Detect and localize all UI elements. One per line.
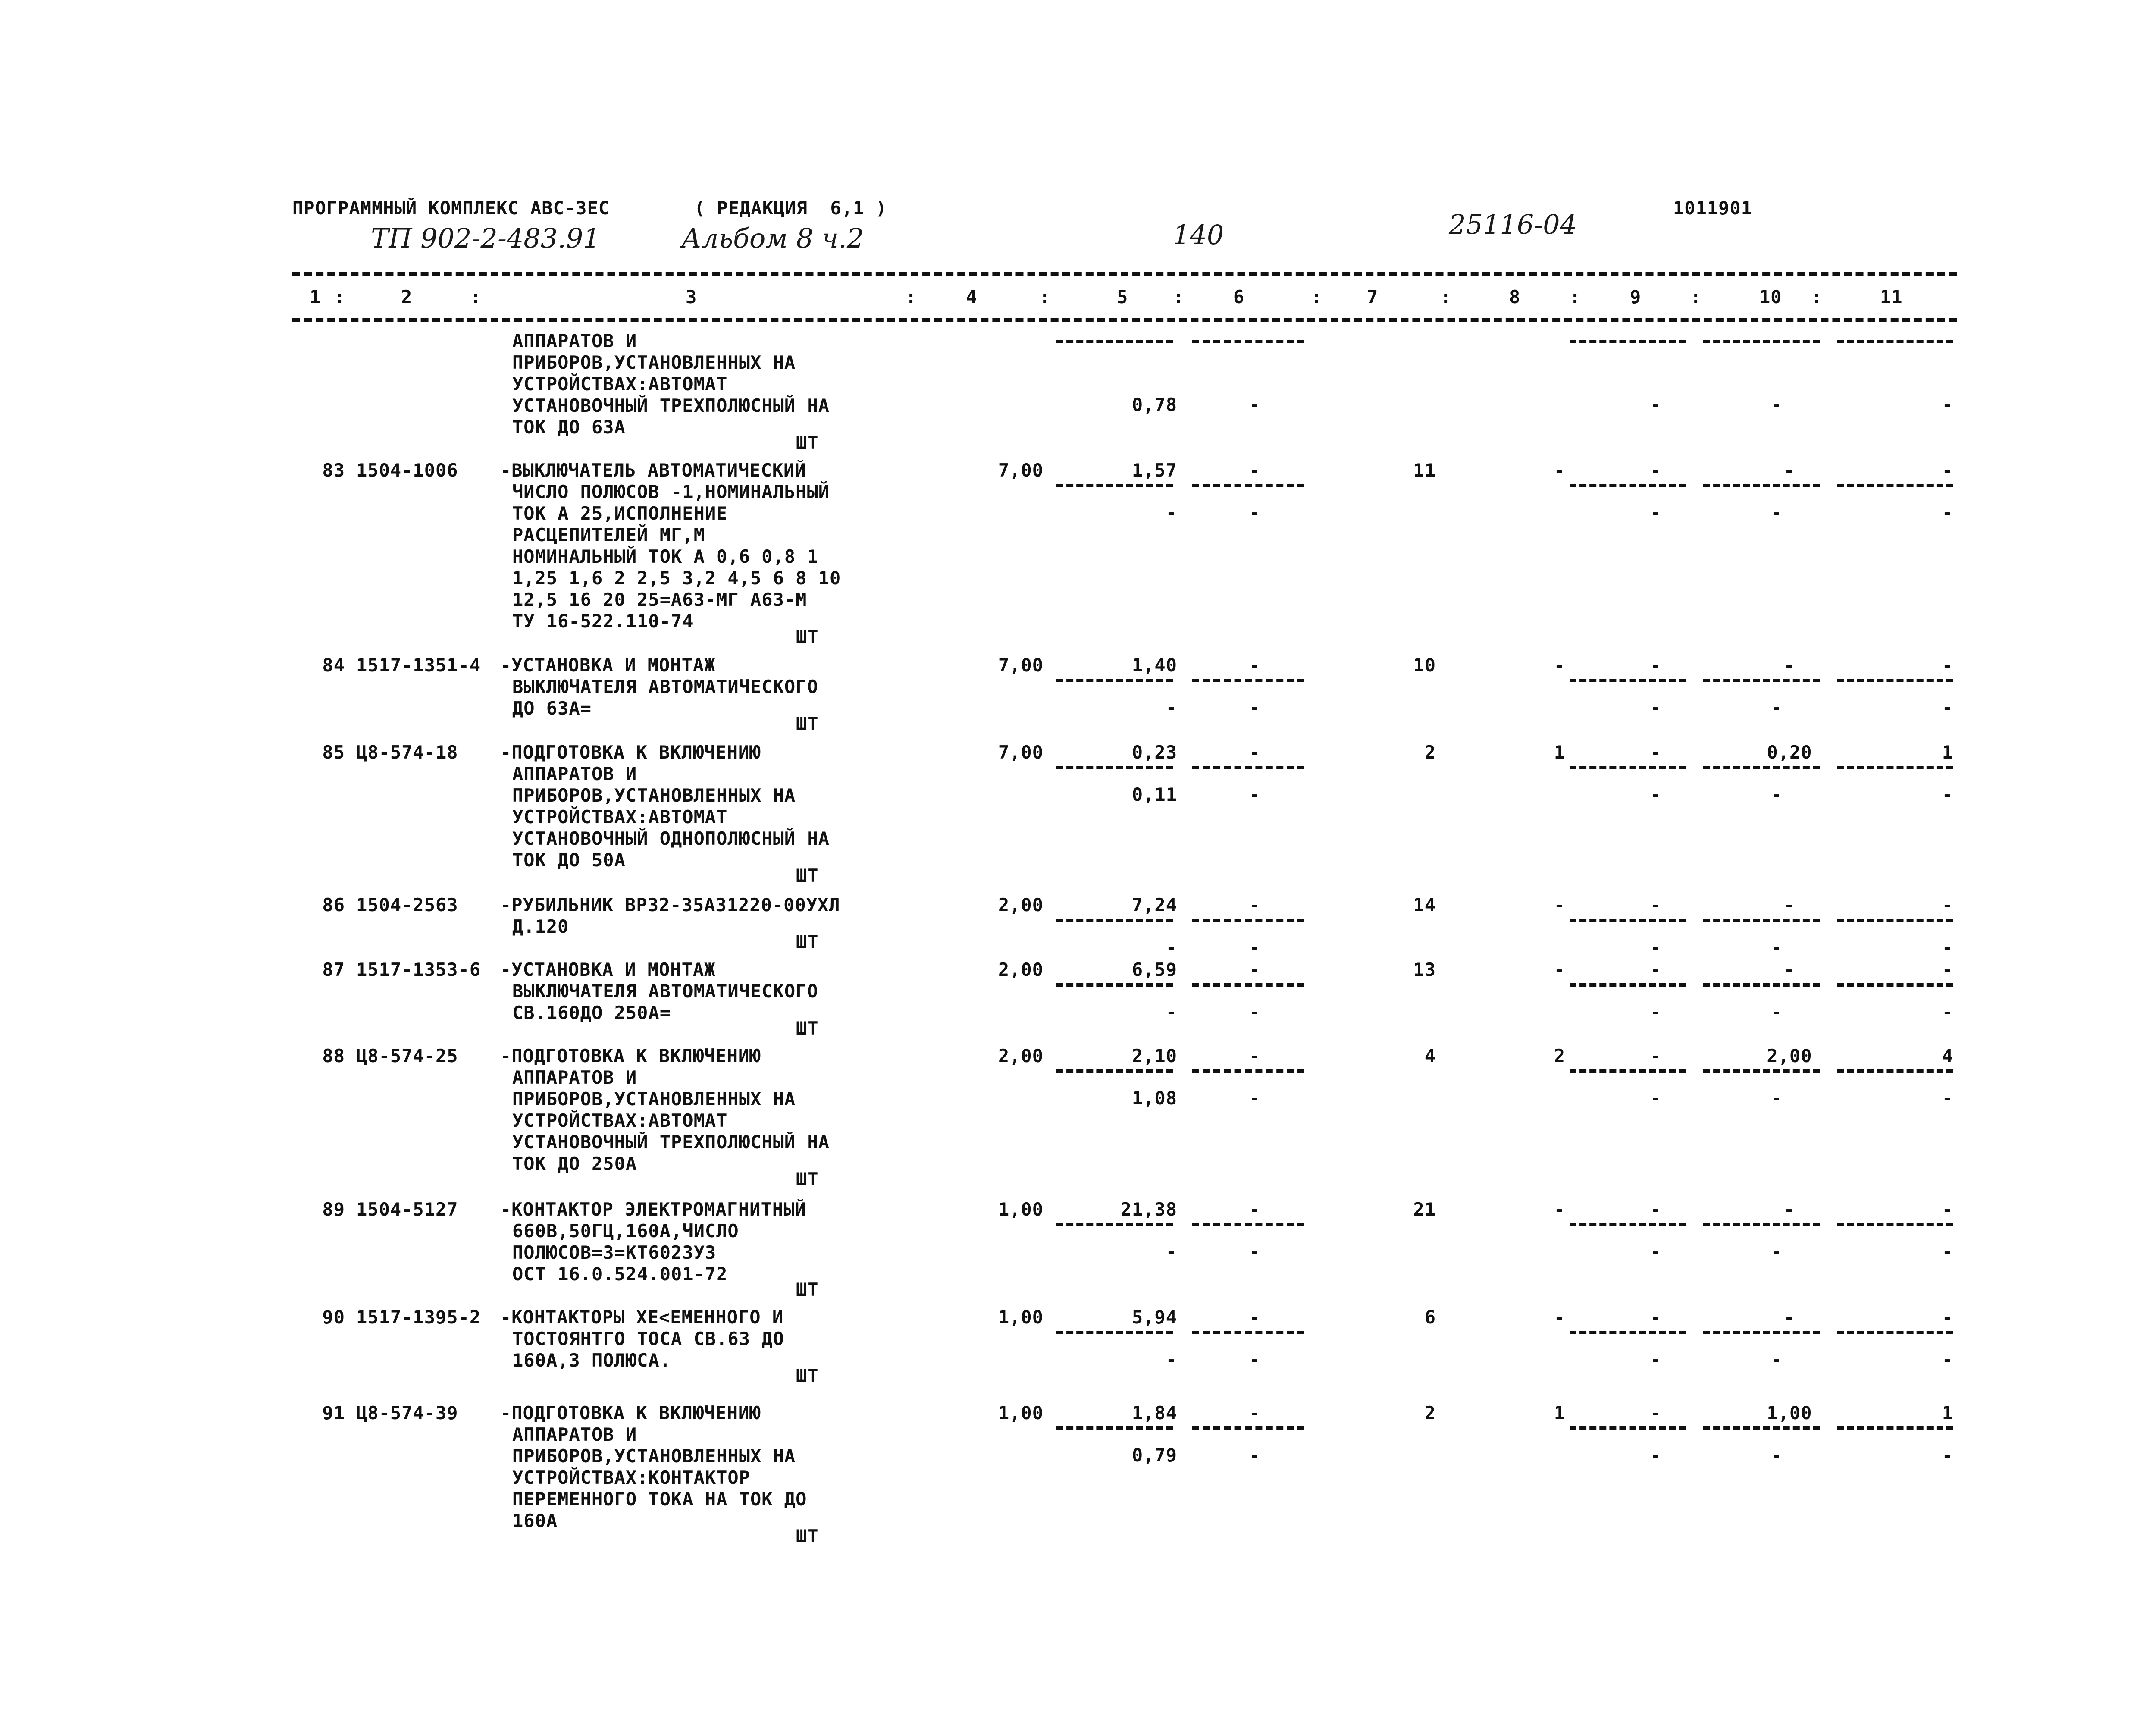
fraction-rule [1192,766,1304,769]
column-header-11: 11 [1880,286,1903,307]
col8-value: 1 [1554,742,1565,763]
fraction-rule [1192,1069,1304,1073]
col8-value: - [1554,460,1565,481]
col10-primary: - [1783,655,1796,676]
column-separator: : [334,286,346,307]
col10-primary: 0,20 [1767,742,1812,763]
fraction-rule [1056,1426,1173,1430]
description-line: -УСТАНОВКА И МОНТАЖ [500,959,716,980]
fraction-rule [1570,340,1686,343]
program-title: ПРОГРАММНЫЙ КОМПЛЕКС АВС-3ЕС [292,198,610,219]
col6-secondary: - [1249,937,1261,958]
column-header-3: 3 [686,286,697,307]
col7-value: 21 [1413,1199,1436,1220]
description-line: АППАРАТОВ И [512,1424,637,1445]
col10-secondary: - [1771,1001,1783,1022]
description-line: 660В,50ГЦ,160А,ЧИСЛО [512,1220,739,1241]
col9-secondary: - [1650,1445,1662,1466]
header-rule [292,318,1957,322]
col11-secondary: - [1942,1088,1953,1109]
col6-secondary: - [1249,1349,1261,1370]
col9-primary: - [1650,742,1662,763]
column-header-1: 1 [310,286,321,307]
unit-label: ШТ [796,626,819,647]
description-line: 1,25 1,6 2 2,5 3,2 4,5 6 8 10 [512,567,841,589]
col9-secondary: - [1650,1349,1662,1370]
column-separator: : [470,286,482,307]
col8-value: - [1554,1199,1565,1220]
col11-secondary: - [1942,1001,1953,1022]
col9-secondary: - [1650,697,1662,718]
fraction-rule [1570,1426,1686,1430]
col8-value: 1 [1554,1402,1565,1423]
description-line: ТОК ДО 50А [512,850,626,871]
col5-primary: 6,59 [1131,959,1177,980]
fraction-rule [1056,1223,1173,1226]
unit-label: ШТ [796,713,819,734]
col9-primary: - [1650,1307,1662,1328]
col5-primary: 7,24 [1131,894,1177,915]
resource-code: 1517-1351-4 [356,655,481,676]
description-line: -КОНТАКТОРЫ ХЕ<ЕМЕННОГО И [500,1307,784,1328]
project-number: ТП 902-2-483.91 [371,223,600,254]
row-number: 87 [322,959,345,980]
col11-secondary: - [1942,502,1953,523]
col11-secondary: - [1942,937,1953,958]
quantity-value: 2,00 [998,959,1044,980]
column-header-8: 8 [1509,286,1521,307]
description-line: УСТРОЙСТВАХ:КОНТАКТОР [512,1467,751,1488]
col11-primary: 1 [1942,1402,1953,1423]
col6-primary: - [1249,1402,1261,1423]
fraction-rule [1192,919,1304,922]
resource-code: Ц8-574-25 [356,1045,458,1066]
col9-primary: - [1650,1045,1662,1066]
description-line: ТОК А 25,ИСПОЛНЕНИЕ [512,503,728,524]
column-separator: : [1173,286,1185,307]
col11-primary: - [1942,1307,1953,1328]
col6-primary: - [1249,655,1261,676]
col5-primary: 1,40 [1131,655,1177,676]
column-separator: : [1311,286,1322,307]
quantity-value: 1,00 [998,1307,1044,1328]
col7-value: 2 [1424,742,1436,763]
description-line: АППАРАТОВ И [512,1067,637,1088]
col9-primary: - [1650,959,1662,980]
col7-value: 4 [1424,1045,1436,1066]
col6-secondary: - [1249,1001,1261,1022]
quantity-value: 1,00 [998,1199,1044,1220]
fraction-rule [1837,766,1953,769]
row-number: 85 [322,742,345,763]
col11-secondary: - [1942,394,1953,415]
col9-secondary: - [1650,394,1662,415]
column-separator: : [1570,286,1581,307]
description-line: УСТРОЙСТВАХ:АВТОМАТ [512,1110,728,1131]
description-line: ТОСТОЯНТГО ТОСА СВ.63 ДО [512,1328,784,1349]
fraction-rule [1056,484,1173,487]
col11-primary: - [1942,894,1953,915]
col5-primary: 0,23 [1131,742,1177,763]
column-header-10: 10 [1759,286,1782,307]
album-label: Альбом 8 ч.2 [681,223,864,254]
fraction-rule [1192,983,1304,987]
fraction-rule [1703,1069,1820,1073]
col5-secondary: 0,79 [1131,1445,1177,1466]
description-line: -РУБИЛЬНИК ВР32-35А31220-00УХЛ [500,894,840,915]
fraction-rule [1056,766,1173,769]
column-header-5: 5 [1117,286,1128,307]
description-line: ПОЛЮСОВ=3=КТ6023У3 [512,1242,717,1263]
row-number: 83 [322,460,345,481]
col9-primary: - [1650,894,1662,915]
col10-primary: - [1783,460,1796,481]
col5-primary: 1,57 [1131,460,1177,481]
description-line: -ПОДГОТОВКА К ВКЛЮЧЕНИЮ [500,1402,761,1423]
col11-primary: 1 [1942,742,1953,763]
description-line: -КОНТАКТОР ЭЛЕКТРОМАГНИТНЫЙ [500,1199,806,1220]
description-line: -ВЫКЛЮЧАТЕЛЬ АВТОМАТИЧЕСКИЙ [500,460,806,481]
col5-secondary: 0,11 [1131,784,1177,805]
col6-primary: - [1249,959,1261,980]
quantity-value: 2,00 [998,1045,1044,1066]
col9-primary: - [1650,655,1662,676]
quantity-value: 1,00 [998,1402,1044,1423]
description-line: ВЫКЛЮЧАТЕЛЯ АВТОМАТИЧЕСКОГО [512,676,818,697]
fraction-rule [1570,919,1686,922]
column-separator: : [1440,286,1452,307]
fraction-rule [1703,1223,1820,1226]
description-line: УСТРОЙСТВАХ:АВТОМАТ [512,373,728,395]
col10-secondary: - [1771,502,1783,523]
col10-primary: - [1783,959,1796,980]
fraction-rule [1192,1331,1304,1334]
col11-primary: - [1942,1199,1953,1220]
description-line: ТОК ДО 63А [512,417,626,438]
col10-secondary: - [1771,697,1783,718]
col10-secondary: - [1771,1445,1783,1466]
col8-value: - [1554,959,1565,980]
column-header-7: 7 [1367,286,1379,307]
fraction-rule [1570,766,1686,769]
fraction-rule [1570,1223,1686,1226]
fraction-rule [1837,1331,1953,1334]
fraction-rule [1570,1069,1686,1073]
col7-value: 10 [1413,655,1436,676]
col9-secondary: - [1650,784,1662,805]
col5-secondary: 1,08 [1131,1088,1177,1109]
col7-value: 6 [1424,1307,1436,1328]
description-line: 160А,3 ПОЛЮСА. [512,1350,671,1371]
col5-primary: 5,94 [1131,1307,1177,1328]
col11-primary: - [1942,655,1953,676]
col6-secondary: - [1249,1445,1261,1466]
col9-secondary: - [1650,1088,1662,1109]
resource-code: 1504-2563 [356,894,458,915]
fraction-rule [1837,484,1953,487]
col5-secondary: - [1166,1241,1177,1262]
col5-secondary: - [1166,1349,1177,1370]
description-line: НОМИНАЛЬНЫЙ ТОК А 0,6 0,8 1 [512,546,818,567]
resource-code: Ц8-574-39 [356,1402,458,1423]
col6-secondary: - [1249,1241,1261,1262]
col9-secondary: - [1650,1241,1662,1262]
column-separator: : [1690,286,1702,307]
resource-code: Ц8-574-18 [356,742,458,763]
col5-secondary: 0,78 [1131,394,1177,415]
unit-label: ШТ [796,432,819,453]
col9-secondary: - [1650,1001,1662,1022]
description-line: СВ.160ДО 250А= [512,1002,671,1023]
col9-secondary: - [1650,937,1662,958]
column-header-2: 2 [401,286,413,307]
description-line: ПРИБОРОВ,УСТАНОВЛЕННЫХ НА [512,785,796,806]
col9-primary: - [1650,1199,1662,1220]
description-line: 160А [512,1510,558,1531]
col10-secondary: - [1771,394,1783,415]
col10-primary: - [1783,894,1796,915]
unit-label: ШТ [796,1526,819,1547]
unit-label: ШТ [796,1169,819,1190]
quantity-value: 7,00 [998,655,1044,676]
fraction-rule [1192,679,1304,682]
fraction-rule [1703,340,1820,343]
fraction-rule [1570,1331,1686,1334]
description-line: ПРИБОРОВ,УСТАНОВЛЕННЫХ НА [512,352,796,373]
description-line: -УСТАНОВКА И МОНТАЖ [500,655,716,676]
description-line: УСТАНОВОЧНЫЙ ТРЕХПОЛЮСНЫЙ НА [512,1132,830,1153]
resource-code: 1517-1395-2 [356,1307,481,1328]
description-line: -ПОДГОТОВКА К ВКЛЮЧЕНИЮ [500,742,761,763]
col11-secondary: - [1942,784,1953,805]
resource-code: 1517-1353-6 [356,959,481,980]
fraction-rule [1703,484,1820,487]
col5-primary: 2,10 [1131,1045,1177,1066]
quantity-value: 7,00 [998,742,1044,763]
top-rule [292,272,1957,276]
col5-primary: 1,84 [1131,1402,1177,1423]
fraction-rule [1703,766,1820,769]
unit-label: ШТ [796,1365,819,1386]
description-line: ЧИСЛО ПОЛЮСОВ -1,НОМИНАЛЬНЫЙ [512,481,830,502]
description-line: 12,5 16 20 25=А63-МГ А63-М [512,589,807,610]
col11-secondary: - [1942,1445,1953,1466]
description-line: УСТРОЙСТВАХ:АВТОМАТ [512,806,728,828]
col10-primary: 2,00 [1767,1045,1812,1066]
fraction-rule [1056,919,1173,922]
row-number: 91 [322,1402,345,1423]
col6-secondary: - [1249,502,1261,523]
fraction-rule [1837,1223,1953,1226]
row-number: 86 [322,894,345,915]
page-number: 140 [1173,219,1224,251]
col6-primary: - [1249,1307,1261,1328]
fraction-rule [1837,340,1953,343]
quantity-value: 7,00 [998,460,1044,481]
unit-label: ШТ [796,1279,819,1300]
col11-secondary: - [1942,1349,1953,1370]
fraction-rule [1570,983,1686,987]
column-separator: : [1039,286,1051,307]
col10-primary: 1,00 [1767,1402,1812,1423]
col10-secondary: - [1771,1241,1783,1262]
col10-secondary: - [1771,784,1783,805]
row-number: 90 [322,1307,345,1328]
fraction-rule [1192,340,1304,343]
fraction-rule [1056,1331,1173,1334]
col7-value: 11 [1413,460,1436,481]
col8-value: - [1554,655,1565,676]
unit-label: ШТ [796,931,819,953]
quantity-value: 2,00 [998,894,1044,915]
col5-secondary: - [1166,937,1177,958]
col7-value: 13 [1413,959,1436,980]
row-number: 89 [322,1199,345,1220]
description-line: ДО 63А= [512,698,592,719]
column-header-6: 6 [1233,286,1245,307]
fraction-rule [1837,1069,1953,1073]
col7-value: 2 [1424,1402,1436,1423]
fraction-rule [1570,484,1686,487]
col6-secondary: - [1249,1088,1261,1109]
description-line: ТОК ДО 250А [512,1153,637,1174]
col5-secondary: - [1166,502,1177,523]
col10-primary: - [1783,1307,1796,1328]
fraction-rule [1192,484,1304,487]
col6-primary: - [1249,894,1261,915]
column-header-9: 9 [1630,286,1642,307]
fraction-rule [1703,1331,1820,1334]
col6-primary: - [1249,460,1261,481]
col9-primary: - [1650,460,1662,481]
description-line: УСТАНОВОЧНЫЙ ОДНОПОЛЮСНЫЙ НА [512,828,830,849]
description-line: ТУ 16-522.110-74 [512,611,694,632]
fraction-rule [1570,679,1686,682]
fraction-rule [1056,983,1173,987]
fraction-rule [1837,919,1953,922]
description-line: ОСТ 16.0.524.001-72 [512,1263,728,1285]
col11-secondary: - [1942,697,1953,718]
description-line: АППАРАТОВ И [512,763,637,784]
col11-primary: - [1942,959,1953,980]
resource-code: 1504-1006 [356,460,458,481]
col6-secondary: - [1249,697,1261,718]
col6-primary: - [1249,1199,1261,1220]
fraction-rule [1056,1069,1173,1073]
fraction-rule [1192,1223,1304,1226]
fraction-rule [1703,983,1820,987]
column-header-4: 4 [966,286,978,307]
description-line: -ПОДГОТОВКА К ВКЛЮЧЕНИЮ [500,1045,761,1066]
col8-value: - [1554,894,1565,915]
fraction-rule [1703,919,1820,922]
fraction-rule [1192,1426,1304,1430]
col9-primary: - [1650,1402,1662,1423]
description-line: ПЕРЕМЕННОГО ТОКА НА ТОК ДО [512,1489,807,1510]
column-separator: : [906,286,917,307]
fraction-rule [1837,983,1953,987]
col8-value: 2 [1554,1045,1565,1066]
fraction-rule [1837,679,1953,682]
row-number: 88 [322,1045,345,1066]
row-number: 84 [322,655,345,676]
description-line: Д.120 [512,916,569,937]
col5-secondary: - [1166,1001,1177,1022]
fraction-rule [1837,1426,1953,1430]
edition-label: ( РЕДАКЦИЯ 6,1 ) [694,198,887,219]
col6-primary: - [1249,742,1261,763]
description-line: ВЫКЛЮЧАТЕЛЯ АВТОМАТИЧЕСКОГО [512,981,818,1002]
col7-value: 14 [1413,894,1436,915]
column-separator: : [1811,286,1823,307]
col10-secondary: - [1771,1349,1783,1370]
col6-primary: - [1249,1045,1261,1066]
description-line: ПРИБОРОВ,УСТАНОВЛЕННЫХ НА [512,1088,796,1110]
unit-label: ШТ [796,865,819,886]
description-line: ПРИБОРОВ,УСТАНОВЛЕННЫХ НА [512,1445,796,1467]
fraction-rule [1056,679,1173,682]
description-line: РАСЦЕПИТЕЛЕЙ МГ,М [512,524,705,545]
col5-primary: 21,38 [1120,1199,1177,1220]
col6-secondary: - [1249,394,1261,415]
col10-secondary: - [1771,1088,1783,1109]
col10-primary: - [1783,1199,1796,1220]
fraction-rule [1703,679,1820,682]
col11-secondary: - [1942,1241,1953,1262]
archive-stamp: 25116-04 [1449,209,1577,240]
fraction-rule [1703,1426,1820,1430]
col10-secondary: - [1771,937,1783,958]
description-line: АППАРАТОВ И [512,330,637,351]
col11-primary: 4 [1942,1045,1953,1066]
col5-secondary: - [1166,697,1177,718]
col8-value: - [1554,1307,1565,1328]
col6-secondary: - [1249,784,1261,805]
resource-code: 1504-5127 [356,1199,458,1220]
fraction-rule [1056,340,1173,343]
description-line: УСТАНОВОЧНЫЙ ТРЕХПОЛЮСНЫЙ НА [512,395,830,416]
document-code: 1011901 [1673,198,1753,219]
col11-primary: - [1942,460,1953,481]
col9-secondary: - [1650,502,1662,523]
unit-label: ШТ [796,1018,819,1039]
